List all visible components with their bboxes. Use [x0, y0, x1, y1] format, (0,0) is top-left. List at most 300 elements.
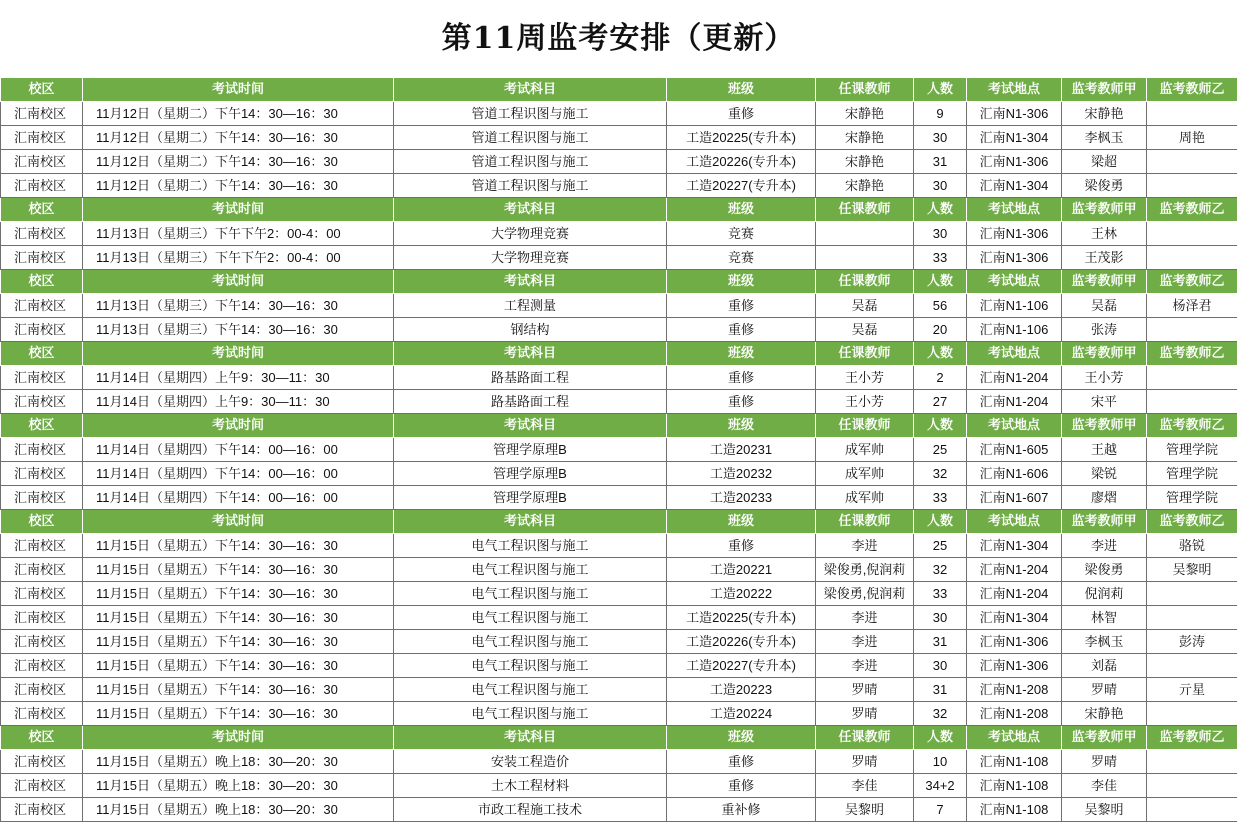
header-row — [1, 198, 1237, 222]
table-row — [1, 390, 1237, 414]
header-campus: 校区 — [1, 726, 83, 750]
table-row — [1, 582, 1237, 606]
header-subject: 考试科目 — [394, 414, 667, 438]
header-proctor-a: 监考教师甲 — [1062, 510, 1147, 534]
proctor-a-cell: 廖熠 — [1062, 486, 1147, 510]
subject-cell: 管道工程识图与施工 — [394, 102, 667, 126]
count-cell: 32 — [914, 558, 967, 582]
teacher-cell: 成军帅 — [816, 462, 914, 486]
table-row — [1, 366, 1237, 390]
header-row — [1, 342, 1237, 366]
exam-time-cell: 11月14日（星期四）下午14：00—16：00 — [83, 438, 394, 462]
proctor-a-cell: 宋静艳 — [1062, 102, 1147, 126]
header-teacher: 任课教师 — [816, 270, 914, 294]
exam-time-cell: 11月15日（星期五）下午14：30—16：30 — [83, 534, 394, 558]
header-class: 班级 — [667, 414, 816, 438]
header-teacher: 任课教师 — [816, 414, 914, 438]
campus-cell: 汇南校区 — [1, 750, 83, 774]
teacher-cell: 宋静艳 — [816, 174, 914, 198]
count-cell: 33 — [914, 486, 967, 510]
header-count: 人数 — [914, 510, 967, 534]
subject-cell: 管理学原理B — [394, 462, 667, 486]
class-cell: 重修 — [667, 102, 816, 126]
table-row — [1, 246, 1237, 270]
teacher-cell: 梁俊勇,倪润莉 — [816, 558, 914, 582]
header-proctor-b: 监考教师乙 — [1147, 342, 1237, 366]
location-cell: 汇南N1-204 — [967, 390, 1062, 414]
header-campus: 校区 — [1, 78, 83, 102]
proctor-a-cell: 宋静艳 — [1062, 702, 1147, 726]
exam-time-cell: 11月15日（星期五）晚上18：30—20：30 — [83, 750, 394, 774]
proctor-b-cell — [1147, 102, 1237, 126]
proctor-a-cell: 吴磊 — [1062, 294, 1147, 318]
proctor-a-cell: 王林 — [1062, 222, 1147, 246]
header-count: 人数 — [914, 198, 967, 222]
proctor-a-cell: 吴黎明 — [1062, 798, 1147, 822]
exam-time-cell: 11月15日（星期五）下午14：30—16：30 — [83, 606, 394, 630]
header-location: 考试地点 — [967, 726, 1062, 750]
campus-cell: 汇南校区 — [1, 150, 83, 174]
table-row — [1, 438, 1237, 462]
count-cell: 30 — [914, 606, 967, 630]
header-location: 考试地点 — [967, 198, 1062, 222]
header-count: 人数 — [914, 726, 967, 750]
count-cell: 30 — [914, 174, 967, 198]
count-cell: 27 — [914, 390, 967, 414]
location-cell: 汇南N1-606 — [967, 462, 1062, 486]
exam-time-cell: 11月15日（星期五）下午14：30—16：30 — [83, 678, 394, 702]
class-cell: 工造20232 — [667, 462, 816, 486]
table-row — [1, 798, 1237, 822]
class-cell: 工造20224 — [667, 702, 816, 726]
proctor-a-cell: 梁俊勇 — [1062, 558, 1147, 582]
campus-cell: 汇南校区 — [1, 534, 83, 558]
header-proctor-a: 监考教师甲 — [1062, 270, 1147, 294]
campus-cell: 汇南校区 — [1, 774, 83, 798]
proctor-a-cell: 王茂影 — [1062, 246, 1147, 270]
subject-cell: 管理学原理B — [394, 438, 667, 462]
table-row — [1, 534, 1237, 558]
subject-cell: 路基路面工程 — [394, 366, 667, 390]
class-cell: 竞赛 — [667, 222, 816, 246]
location-cell: 汇南N1-204 — [967, 582, 1062, 606]
table-row — [1, 294, 1237, 318]
class-cell: 工造20223 — [667, 678, 816, 702]
proctor-b-cell — [1147, 246, 1237, 270]
count-cell: 20 — [914, 318, 967, 342]
teacher-cell: 王小芳 — [816, 390, 914, 414]
exam-time-cell: 11月13日（星期三）下午下午2：00-4：00 — [83, 246, 394, 270]
exam-time-cell: 11月15日（星期五）晚上18：30—20：30 — [83, 798, 394, 822]
count-cell: 33 — [914, 246, 967, 270]
teacher-cell: 李进 — [816, 534, 914, 558]
proctor-b-cell — [1147, 774, 1237, 798]
count-cell: 30 — [914, 126, 967, 150]
campus-cell: 汇南校区 — [1, 390, 83, 414]
location-cell: 汇南N1-204 — [967, 366, 1062, 390]
header-proctor-b: 监考教师乙 — [1147, 198, 1237, 222]
exam-time-cell: 11月15日（星期五）下午14：30—16：30 — [83, 582, 394, 606]
table-row — [1, 702, 1237, 726]
count-cell: 31 — [914, 150, 967, 174]
subject-cell: 电气工程识图与施工 — [394, 654, 667, 678]
proctor-a-cell: 李佳 — [1062, 774, 1147, 798]
subject-cell: 电气工程识图与施工 — [394, 702, 667, 726]
header-location: 考试地点 — [967, 78, 1062, 102]
header-proctor-a: 监考教师甲 — [1062, 414, 1147, 438]
exam-time-cell: 11月14日（星期四）上午9：30—11：30 — [83, 366, 394, 390]
teacher-cell: 李进 — [816, 630, 914, 654]
count-cell: 2 — [914, 366, 967, 390]
teacher-cell — [816, 222, 914, 246]
campus-cell: 汇南校区 — [1, 678, 83, 702]
header-subject: 考试科目 — [394, 510, 667, 534]
subject-cell: 市政工程施工技术 — [394, 798, 667, 822]
count-cell: 34+2 — [914, 774, 967, 798]
class-cell: 工造20227(专升本) — [667, 654, 816, 678]
header-count: 人数 — [914, 78, 967, 102]
campus-cell: 汇南校区 — [1, 126, 83, 150]
class-cell: 工造20233 — [667, 486, 816, 510]
teacher-cell: 宋静艳 — [816, 126, 914, 150]
table-row — [1, 150, 1237, 174]
proctor-b-cell — [1147, 798, 1237, 822]
subject-cell: 工程测量 — [394, 294, 667, 318]
proctor-b-cell — [1147, 750, 1237, 774]
location-cell: 汇南N1-306 — [967, 654, 1062, 678]
proctor-b-cell — [1147, 174, 1237, 198]
proctor-a-cell: 倪润莉 — [1062, 582, 1147, 606]
header-class: 班级 — [667, 726, 816, 750]
class-cell: 重修 — [667, 318, 816, 342]
count-cell: 25 — [914, 438, 967, 462]
header-exam-time: 考试时间 — [83, 510, 394, 534]
count-cell: 31 — [914, 678, 967, 702]
subject-cell: 电气工程识图与施工 — [394, 678, 667, 702]
subject-cell: 路基路面工程 — [394, 390, 667, 414]
count-cell: 32 — [914, 462, 967, 486]
header-location: 考试地点 — [967, 414, 1062, 438]
class-cell: 重修 — [667, 366, 816, 390]
proctor-b-cell — [1147, 606, 1237, 630]
location-cell: 汇南N1-304 — [967, 534, 1062, 558]
header-proctor-b: 监考教师乙 — [1147, 726, 1237, 750]
header-row — [1, 510, 1237, 534]
proctor-b-cell: 亓星 — [1147, 678, 1237, 702]
exam-time-cell: 11月12日（星期二）下午14：30—16：30 — [83, 102, 394, 126]
class-cell: 工造20226(专升本) — [667, 150, 816, 174]
campus-cell: 汇南校区 — [1, 462, 83, 486]
campus-cell: 汇南校区 — [1, 582, 83, 606]
header-subject: 考试科目 — [394, 270, 667, 294]
header-proctor-a: 监考教师甲 — [1062, 78, 1147, 102]
teacher-cell: 成军帅 — [816, 438, 914, 462]
class-cell: 工造20225(专升本) — [667, 606, 816, 630]
proctor-b-cell — [1147, 654, 1237, 678]
header-subject: 考试科目 — [394, 342, 667, 366]
exam-time-cell: 11月15日（星期五）下午14：30—16：30 — [83, 702, 394, 726]
header-exam-time: 考试时间 — [83, 414, 394, 438]
table-row — [1, 462, 1237, 486]
proctor-b-cell — [1147, 390, 1237, 414]
class-cell: 工造20227(专升本) — [667, 174, 816, 198]
exam-time-cell: 11月13日（星期三）下午下午2：00-4：00 — [83, 222, 394, 246]
count-cell: 30 — [914, 222, 967, 246]
table-row — [1, 174, 1237, 198]
location-cell: 汇南N1-304 — [967, 126, 1062, 150]
header-teacher: 任课教师 — [816, 726, 914, 750]
header-class: 班级 — [667, 198, 816, 222]
header-row — [1, 726, 1237, 750]
class-cell: 重补修 — [667, 798, 816, 822]
count-cell: 10 — [914, 750, 967, 774]
table-row — [1, 486, 1237, 510]
location-cell: 汇南N1-306 — [967, 150, 1062, 174]
proctor-b-cell — [1147, 366, 1237, 390]
header-campus: 校区 — [1, 270, 83, 294]
header-proctor-b: 监考教师乙 — [1147, 414, 1237, 438]
header-exam-time: 考试时间 — [83, 726, 394, 750]
count-cell: 31 — [914, 630, 967, 654]
location-cell: 汇南N1-108 — [967, 774, 1062, 798]
header-exam-time: 考试时间 — [83, 342, 394, 366]
class-cell: 工造20226(专升本) — [667, 630, 816, 654]
teacher-cell: 李进 — [816, 654, 914, 678]
campus-cell: 汇南校区 — [1, 654, 83, 678]
exam-time-cell: 11月12日（星期二）下午14：30—16：30 — [83, 126, 394, 150]
campus-cell: 汇南校区 — [1, 486, 83, 510]
proctor-a-cell: 张涛 — [1062, 318, 1147, 342]
subject-cell: 钢结构 — [394, 318, 667, 342]
header-class: 班级 — [667, 270, 816, 294]
teacher-cell: 李佳 — [816, 774, 914, 798]
location-cell: 汇南N1-607 — [967, 486, 1062, 510]
proctor-b-cell — [1147, 222, 1237, 246]
subject-cell: 电气工程识图与施工 — [394, 606, 667, 630]
table-row — [1, 102, 1237, 126]
exam-time-cell: 11月15日（星期五）下午14：30—16：30 — [83, 654, 394, 678]
proctor-a-cell: 梁俊勇 — [1062, 174, 1147, 198]
table-row — [1, 774, 1237, 798]
campus-cell: 汇南校区 — [1, 102, 83, 126]
page-title: 第11周监考安排（更新） — [441, 21, 796, 56]
location-cell: 汇南N1-108 — [967, 798, 1062, 822]
teacher-cell: 罗晴 — [816, 750, 914, 774]
class-cell: 竞赛 — [667, 246, 816, 270]
subject-cell: 电气工程识图与施工 — [394, 630, 667, 654]
count-cell: 9 — [914, 102, 967, 126]
proctor-b-cell: 管理学院 — [1147, 462, 1237, 486]
class-cell: 重修 — [667, 534, 816, 558]
header-exam-time: 考试时间 — [83, 198, 394, 222]
proctor-a-cell: 李枫玉 — [1062, 630, 1147, 654]
count-cell: 7 — [914, 798, 967, 822]
exam-time-cell: 11月12日（星期二）下午14：30—16：30 — [83, 174, 394, 198]
header-location: 考试地点 — [967, 342, 1062, 366]
header-row — [1, 414, 1237, 438]
teacher-cell: 李进 — [816, 606, 914, 630]
proctor-a-cell: 李进 — [1062, 534, 1147, 558]
class-cell: 工造20231 — [667, 438, 816, 462]
header-subject: 考试科目 — [394, 726, 667, 750]
exam-time-cell: 11月13日（星期三）下午14：30—16：30 — [83, 294, 394, 318]
subject-cell: 土木工程材料 — [394, 774, 667, 798]
exam-time-cell: 11月15日（星期五）晚上18：30—20：30 — [83, 774, 394, 798]
campus-cell: 汇南校区 — [1, 702, 83, 726]
location-cell: 汇南N1-304 — [967, 174, 1062, 198]
class-cell: 工造20222 — [667, 582, 816, 606]
subject-cell: 管道工程识图与施工 — [394, 174, 667, 198]
exam-schedule-table — [0, 77, 1237, 822]
subject-cell: 大学物理竞赛 — [394, 246, 667, 270]
header-class: 班级 — [667, 78, 816, 102]
campus-cell: 汇南校区 — [1, 246, 83, 270]
campus-cell: 汇南校区 — [1, 606, 83, 630]
location-cell: 汇南N1-106 — [967, 318, 1062, 342]
proctor-b-cell — [1147, 582, 1237, 606]
table-row — [1, 558, 1237, 582]
count-cell: 56 — [914, 294, 967, 318]
header-exam-time: 考试时间 — [83, 78, 394, 102]
teacher-cell: 罗晴 — [816, 702, 914, 726]
teacher-cell: 王小芳 — [816, 366, 914, 390]
proctor-a-cell: 刘磊 — [1062, 654, 1147, 678]
proctor-b-cell: 吴黎明 — [1147, 558, 1237, 582]
header-proctor-b: 监考教师乙 — [1147, 510, 1237, 534]
teacher-cell: 吴磊 — [816, 294, 914, 318]
header-count: 人数 — [914, 270, 967, 294]
header-count: 人数 — [914, 342, 967, 366]
campus-cell: 汇南校区 — [1, 366, 83, 390]
teacher-cell: 罗晴 — [816, 678, 914, 702]
class-cell: 工造20225(专升本) — [667, 126, 816, 150]
teacher-cell: 宋静艳 — [816, 150, 914, 174]
subject-cell: 电气工程识图与施工 — [394, 534, 667, 558]
class-cell: 重修 — [667, 774, 816, 798]
location-cell: 汇南N1-605 — [967, 438, 1062, 462]
header-exam-time: 考试时间 — [83, 270, 394, 294]
location-cell: 汇南N1-306 — [967, 222, 1062, 246]
table-row — [1, 750, 1237, 774]
location-cell: 汇南N1-106 — [967, 294, 1062, 318]
count-cell: 25 — [914, 534, 967, 558]
exam-time-cell: 11月14日（星期四）下午14：00—16：00 — [83, 462, 394, 486]
subject-cell: 管道工程识图与施工 — [394, 126, 667, 150]
header-proctor-a: 监考教师甲 — [1062, 726, 1147, 750]
proctor-b-cell: 管理学院 — [1147, 438, 1237, 462]
proctor-b-cell: 彭涛 — [1147, 630, 1237, 654]
teacher-cell: 成军帅 — [816, 486, 914, 510]
table-row — [1, 678, 1237, 702]
exam-time-cell: 11月13日（星期三）下午14：30—16：30 — [83, 318, 394, 342]
header-subject: 考试科目 — [394, 198, 667, 222]
teacher-cell: 梁俊勇,倪润莉 — [816, 582, 914, 606]
class-cell: 重修 — [667, 750, 816, 774]
proctor-b-cell: 骆锐 — [1147, 534, 1237, 558]
header-campus: 校区 — [1, 414, 83, 438]
location-cell: 汇南N1-306 — [967, 630, 1062, 654]
location-cell: 汇南N1-304 — [967, 606, 1062, 630]
subject-cell: 大学物理竞赛 — [394, 222, 667, 246]
campus-cell: 汇南校区 — [1, 318, 83, 342]
table-row — [1, 222, 1237, 246]
header-teacher: 任课教师 — [816, 510, 914, 534]
location-cell: 汇南N1-306 — [967, 246, 1062, 270]
table-row — [1, 630, 1237, 654]
header-row — [1, 78, 1237, 102]
header-teacher: 任课教师 — [816, 78, 914, 102]
class-cell: 工造20221 — [667, 558, 816, 582]
header-campus: 校区 — [1, 510, 83, 534]
campus-cell: 汇南校区 — [1, 798, 83, 822]
count-cell: 30 — [914, 654, 967, 678]
header-subject: 考试科目 — [394, 78, 667, 102]
header-campus: 校区 — [1, 198, 83, 222]
campus-cell: 汇南校区 — [1, 630, 83, 654]
class-cell: 重修 — [667, 294, 816, 318]
header-proctor-a: 监考教师甲 — [1062, 342, 1147, 366]
proctor-b-cell: 周艳 — [1147, 126, 1237, 150]
exam-time-cell: 11月12日（星期二）下午14：30—16：30 — [83, 150, 394, 174]
location-cell: 汇南N1-306 — [967, 102, 1062, 126]
header-proctor-b: 监考教师乙 — [1147, 78, 1237, 102]
proctor-b-cell — [1147, 150, 1237, 174]
header-row — [1, 270, 1237, 294]
table-row — [1, 654, 1237, 678]
table-row — [1, 126, 1237, 150]
header-campus: 校区 — [1, 342, 83, 366]
proctor-b-cell: 管理学院 — [1147, 486, 1237, 510]
proctor-a-cell: 李枫玉 — [1062, 126, 1147, 150]
exam-time-cell: 11月14日（星期四）下午14：00—16：00 — [83, 486, 394, 510]
teacher-cell: 吴黎明 — [816, 798, 914, 822]
table-row — [1, 606, 1237, 630]
proctor-a-cell: 梁超 — [1062, 150, 1147, 174]
teacher-cell: 吴磊 — [816, 318, 914, 342]
subject-cell: 管理学原理B — [394, 486, 667, 510]
table-row — [1, 318, 1237, 342]
count-cell: 32 — [914, 702, 967, 726]
subject-cell: 电气工程识图与施工 — [394, 558, 667, 582]
header-proctor-b: 监考教师乙 — [1147, 270, 1237, 294]
proctor-a-cell: 林智 — [1062, 606, 1147, 630]
header-class: 班级 — [667, 510, 816, 534]
count-cell: 33 — [914, 582, 967, 606]
campus-cell: 汇南校区 — [1, 294, 83, 318]
location-cell: 汇南N1-208 — [967, 678, 1062, 702]
header-location: 考试地点 — [967, 270, 1062, 294]
header-location: 考试地点 — [967, 510, 1062, 534]
proctor-a-cell: 宋平 — [1062, 390, 1147, 414]
location-cell: 汇南N1-204 — [967, 558, 1062, 582]
header-proctor-a: 监考教师甲 — [1062, 198, 1147, 222]
proctor-a-cell: 王越 — [1062, 438, 1147, 462]
proctor-b-cell: 杨泽君 — [1147, 294, 1237, 318]
subject-cell: 管道工程识图与施工 — [394, 150, 667, 174]
proctor-a-cell: 梁锐 — [1062, 462, 1147, 486]
class-cell: 重修 — [667, 390, 816, 414]
proctor-b-cell — [1147, 702, 1237, 726]
subject-cell: 安装工程造价 — [394, 750, 667, 774]
location-cell: 汇南N1-208 — [967, 702, 1062, 726]
teacher-cell — [816, 246, 914, 270]
teacher-cell: 宋静艳 — [816, 102, 914, 126]
proctor-a-cell: 王小芳 — [1062, 366, 1147, 390]
campus-cell: 汇南校区 — [1, 222, 83, 246]
exam-time-cell: 11月15日（星期五）下午14：30—16：30 — [83, 630, 394, 654]
header-teacher: 任课教师 — [816, 198, 914, 222]
header-class: 班级 — [667, 342, 816, 366]
